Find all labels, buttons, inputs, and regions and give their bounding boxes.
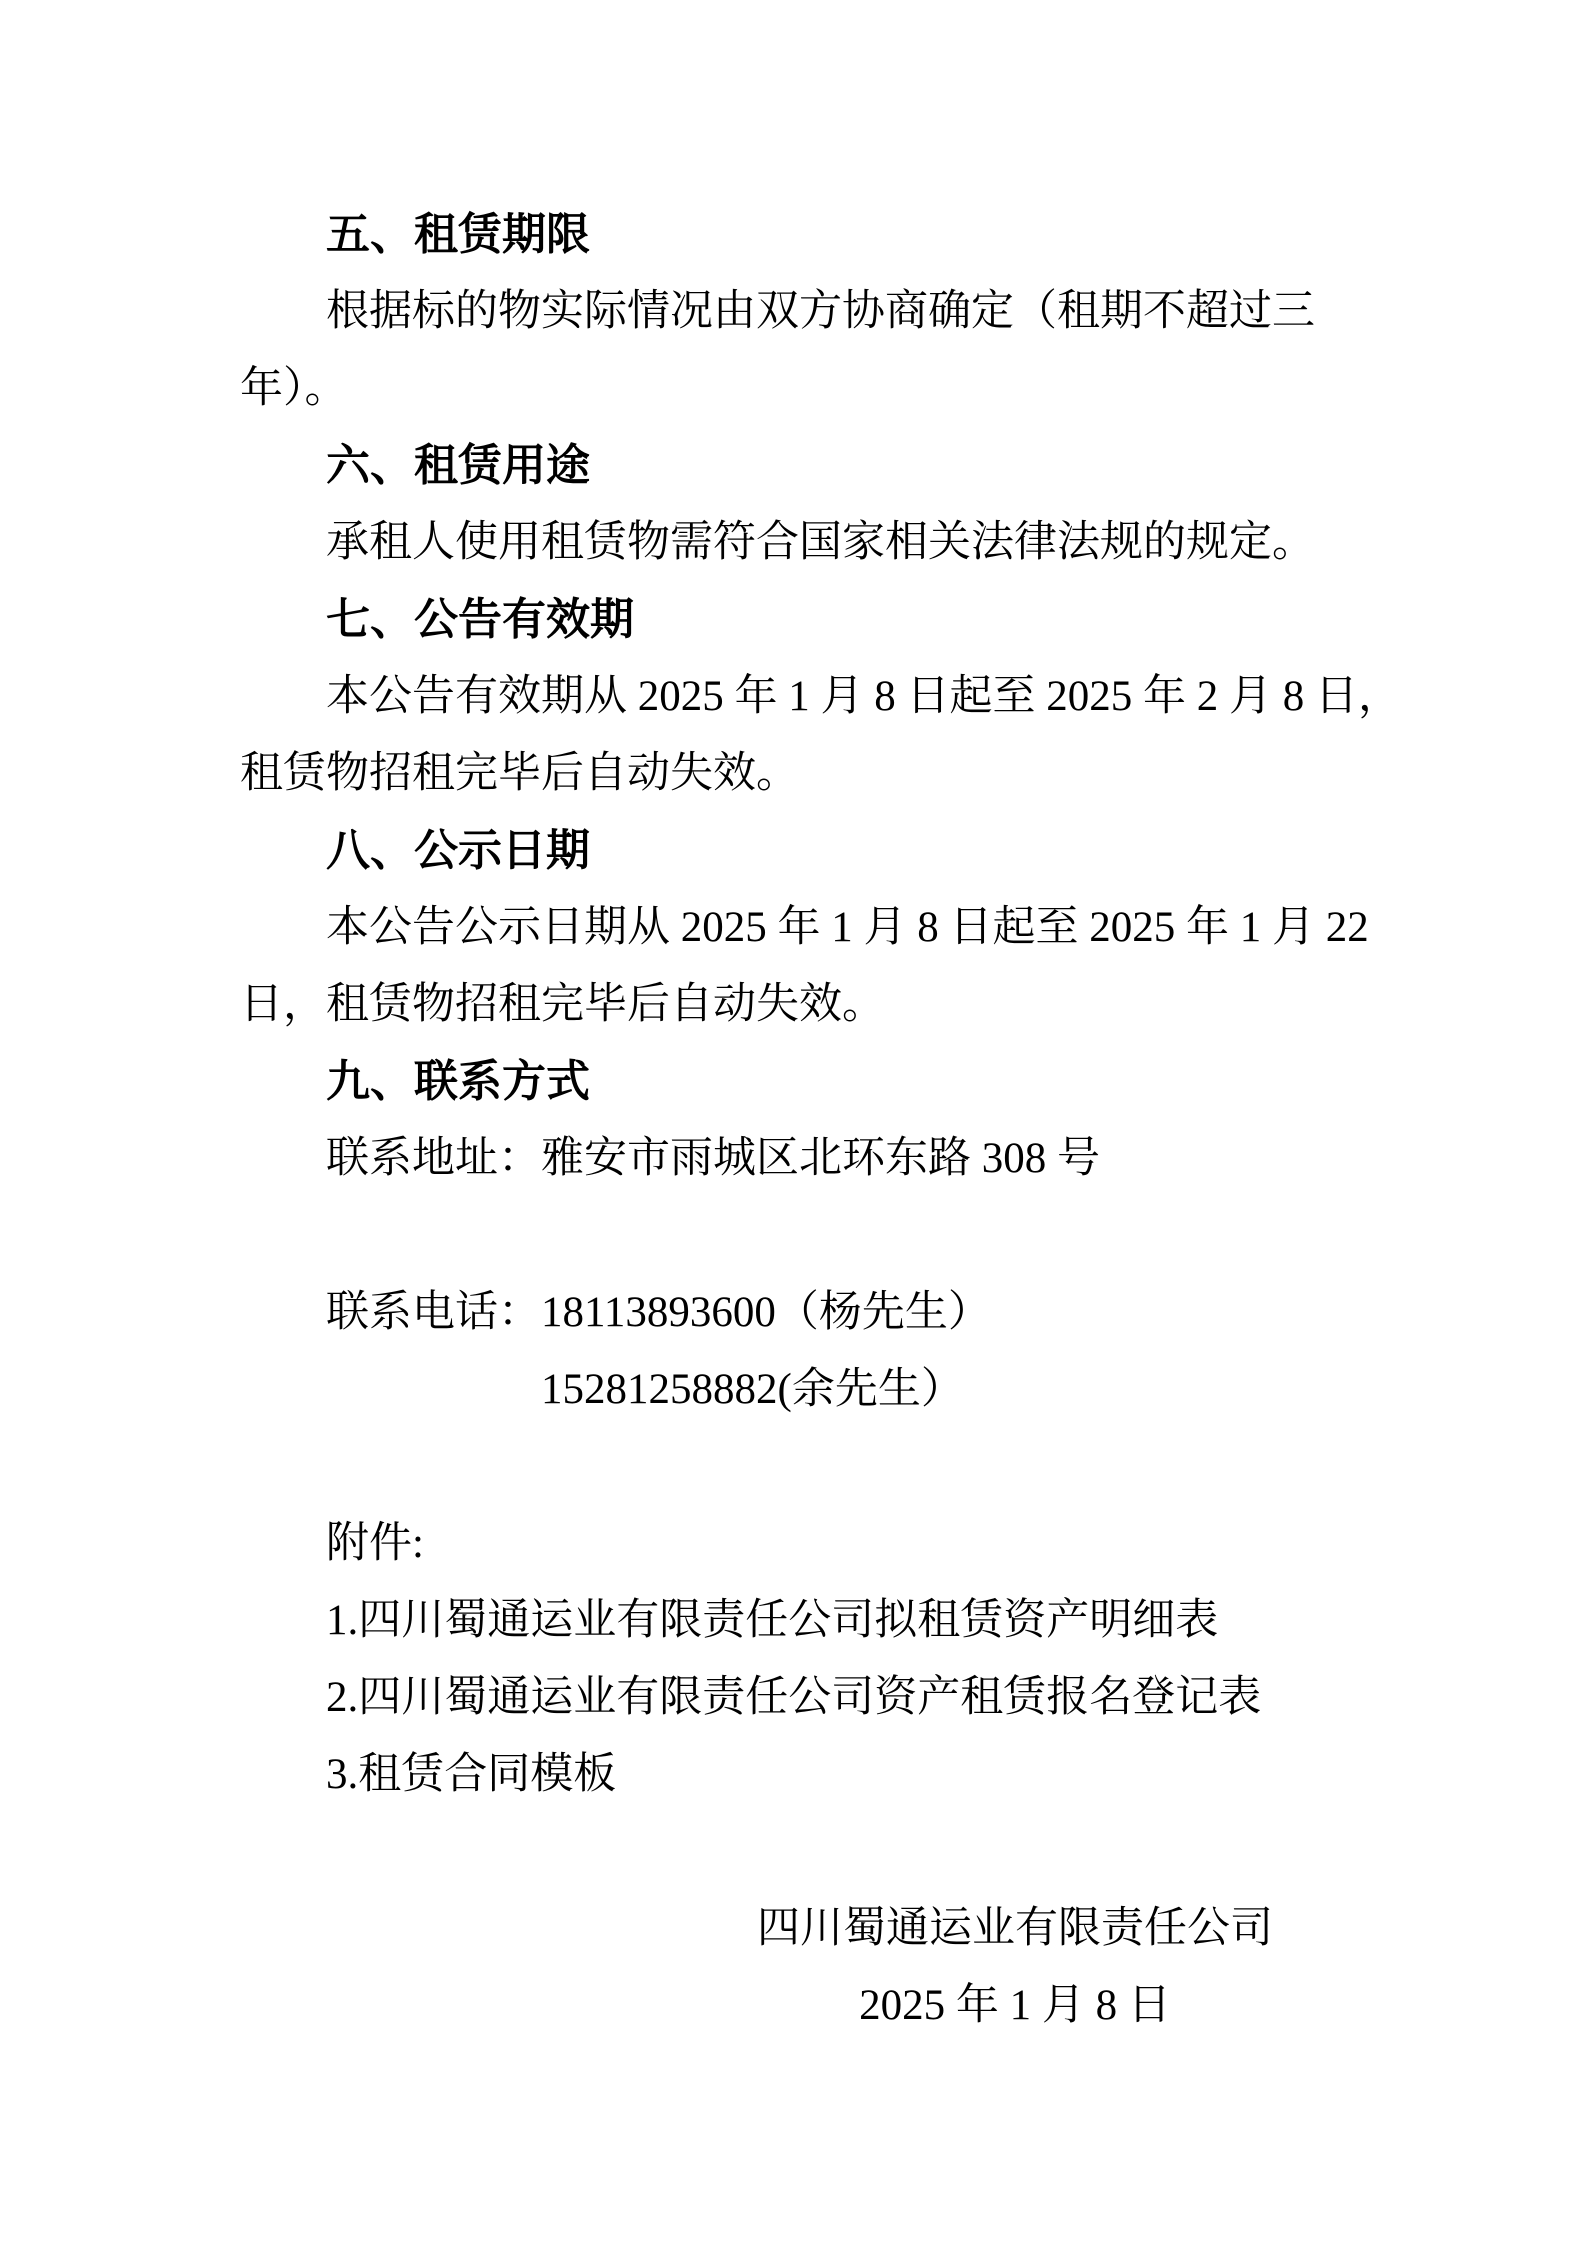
paragraph-lease-term-line-2: 年）。 xyxy=(240,365,348,412)
attachments-label: 附件: xyxy=(326,1520,424,1567)
heading-announcement-validity: 七、公告有效期 xyxy=(326,595,634,644)
document-content xyxy=(240,196,1401,2044)
paragraph-lease-purpose-line-1: 承租人使用租赁物需符合国家相关法律法规的规定。 xyxy=(326,519,1315,566)
contact-address: 联系地址：雅安市雨城区北环东路 308 号 xyxy=(326,1135,1100,1182)
paragraph-validity-line-1: 本公告有效期从 2025 年 1 月 8 日起至 2025 年 2 月 8 日， xyxy=(326,673,1401,720)
attachment-item-3: 3.租赁合同模板 xyxy=(326,1751,617,1798)
signature-company-name: 四川蜀通运业有限责任公司 xyxy=(757,1905,1273,1952)
signature-date: 2025 年 1 月 8 日 xyxy=(859,1982,1171,2029)
contact-phone-2: 15281258882(余先生） xyxy=(541,1366,964,1413)
attachment-item-1: 1.四川蜀通运业有限责任公司拟租赁资产明细表 xyxy=(326,1597,1219,1644)
heading-contact-info: 九、联系方式 xyxy=(326,1057,590,1106)
paragraph-publicity-line-2: 日，租赁物招租完毕后自动失效。 xyxy=(240,981,885,1028)
heading-lease-term: 五、租赁期限 xyxy=(326,210,590,259)
blank-line xyxy=(240,1197,1366,1274)
paragraph-validity-line-2: 租赁物招租完毕后自动失效。 xyxy=(240,750,799,797)
contact-phone-1: 联系电话：18113893600（杨先生） xyxy=(326,1289,991,1336)
heading-lease-purpose: 六、租赁用途 xyxy=(326,441,590,490)
blank-line xyxy=(240,1813,1366,1890)
attachment-item-2: 2.四川蜀通运业有限责任公司资产租赁报名登记表 xyxy=(326,1674,1262,1721)
paragraph-publicity-line-1: 本公告公示日期从 2025 年 1 月 8 日起至 2025 年 1 月 22 xyxy=(326,904,1369,951)
heading-publicity-date: 八、公示日期 xyxy=(326,826,590,875)
paragraph-lease-term-line-1: 根据标的物实际情况由双方协商确定（租期不超过三 xyxy=(326,288,1315,335)
blank-line xyxy=(240,1428,1366,1505)
